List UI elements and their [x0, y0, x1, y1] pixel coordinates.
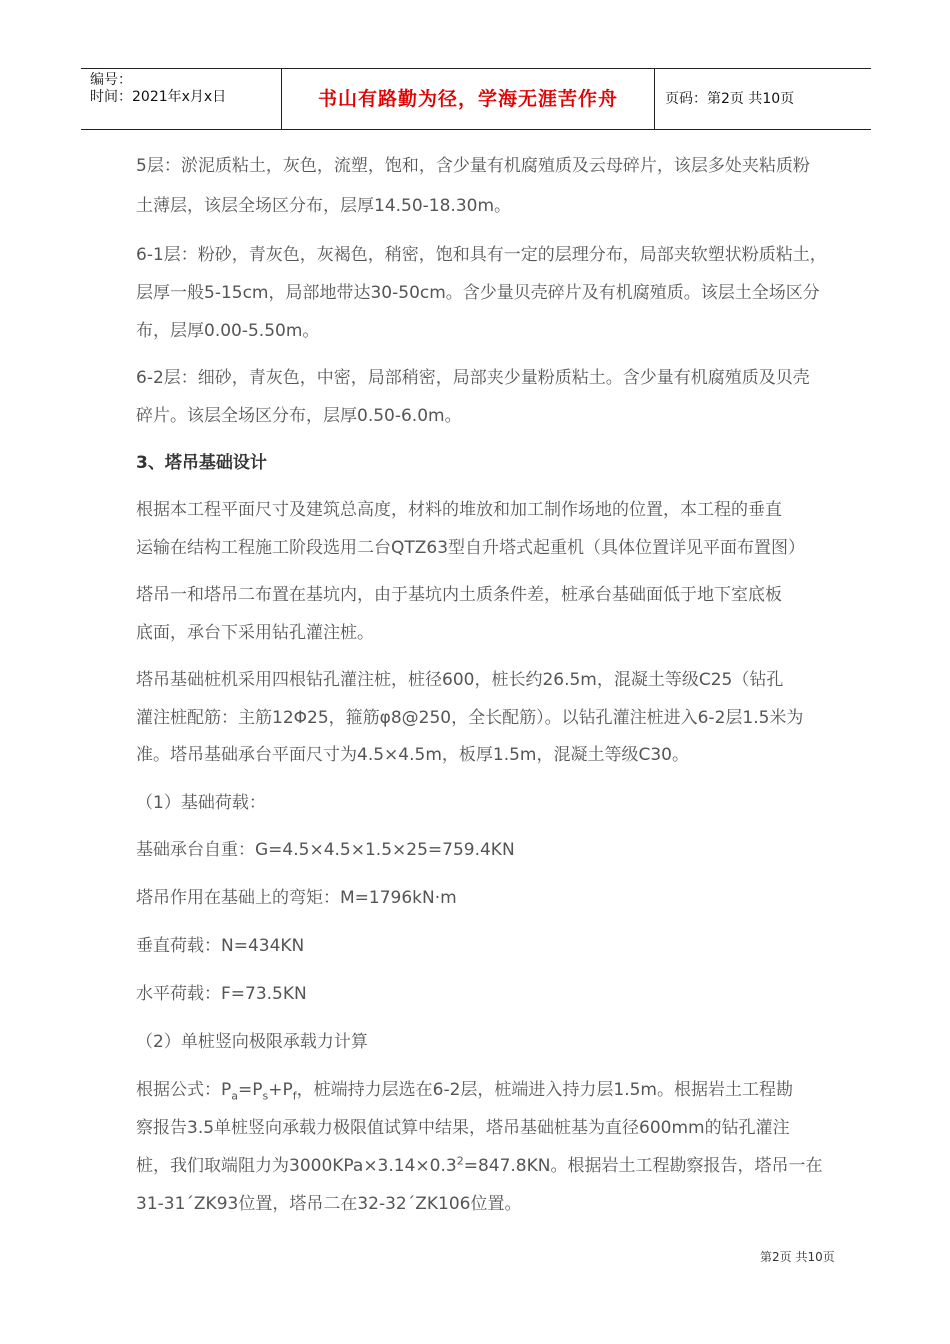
- paragraph-text: 桩，我们取端阻力为3000KPa×3.14×0.3: [136, 1156, 457, 1176]
- paragraph-line: 准。塔吊基础承台平面尺寸为4.5×4.5m，板厚1.5m，混凝土等级C30。: [136, 745, 689, 765]
- header-page-number: 页码：第2页 共10页: [665, 91, 795, 107]
- time-label: 时间：2021年x月x日: [90, 89, 227, 105]
- paragraph-line: 底面，承台下采用钻孔灌注桩。: [136, 623, 374, 643]
- paragraph-line: 塔吊基础桩机采用四根钻孔灌注桩，桩径600，桩长约26.5m，混凝土等级C25（钻孔: [136, 670, 784, 690]
- paragraph-text: =847.8KN。根据岩土工程勘察报告，塔吊一在: [463, 1156, 823, 1176]
- paragraph-line: 塔吊一和塔吊二布置在基坑内，由于基坑内土质条件差，桩承台基础面低于地下室底板: [136, 585, 782, 605]
- code-label: 编号：: [90, 72, 132, 88]
- section-heading: 3、塔吊基础设计: [136, 453, 267, 473]
- paragraph-text: ，桩端持力层选在6-2层，桩端进入持力层1.5m。根据岩土工程勘: [296, 1080, 793, 1100]
- paragraph-line: 土薄层，该层全场区分布，层厚14.50-18.30m。: [136, 196, 512, 216]
- paragraph-line: [136, 1147, 858, 1185]
- header-page-cell: [655, 69, 871, 129]
- formula-line: 塔吊作用在基础上的弯矩：M=1796kN·m: [136, 888, 457, 908]
- header-motto: 书山有路勤为径，学海无涯苦作舟: [317, 88, 618, 110]
- formula-line: 垂直荷载：N=434KN: [136, 936, 305, 956]
- formula-line: 基础承台自重：G=4.5×4.5×1.5×25=759.4KN: [136, 840, 515, 860]
- formula-text: =P: [238, 1080, 263, 1100]
- paragraph-line: 布，层厚0.00-5.50m。: [136, 321, 320, 341]
- paragraph-line: 根据本工程平面尺寸及建筑总高度，材料的堆放和加工制作场地的位置，本工程的垂直: [136, 500, 782, 520]
- subscript: f: [292, 1089, 297, 1103]
- paragraph-line: 灌注桩配筋：主筋12Φ25，箍筋φ8@250，全长配筋）。以钻孔灌注桩进入6-2层1.5米为: [136, 708, 804, 728]
- page-footer: 第2页 共10页: [760, 1250, 835, 1264]
- paragraph-line: 层厚一般5-15cm，局部地带达30-50cm。含少量贝壳碎片及有机腐殖质。该层土全场区分: [136, 283, 820, 303]
- formula-text: +P: [268, 1080, 293, 1100]
- subscript: s: [262, 1089, 269, 1103]
- header-motto-cell: [282, 69, 655, 129]
- subsection-heading: （1）基础荷载：: [136, 793, 266, 813]
- paragraph-line: 5层：淤泥质粘土，灰色，流塑，饱和，含少量有机腐殖质及云母碎片，该层多处夹粘质粉: [136, 156, 810, 176]
- paragraph-line: 察报告3.5单桩竖向承载力极限值试算中结果，塔吊基础桩基为直径600mm的钻孔灌注: [136, 1118, 790, 1138]
- paragraph-line: 6-1层：粉砂，青灰色，灰褐色，稍密，饱和具有一定的层理分布，局部夹软塑状粉质粘土，: [136, 245, 827, 265]
- superscript: 2: [456, 1154, 464, 1168]
- paragraph-line: 6-2层：细砂，青灰色，中密，局部稍密，局部夹少量粉质粘土。含少量有机腐殖质及贝壳: [136, 368, 810, 388]
- subscript: a: [231, 1089, 239, 1103]
- paragraph-line: 碎片。该层全场区分布，层厚0.50-6.0m。: [136, 406, 462, 426]
- page-header: [81, 68, 871, 130]
- paragraph-line: 31-31´ZK93位置，塔吊二在32-32´ZK106位置。: [136, 1194, 522, 1214]
- formula-text: 根据公式：P: [136, 1080, 232, 1100]
- formula-line: 水平荷载：F=73.5KN: [136, 984, 307, 1004]
- subsection-heading: （2）单桩竖向极限承载力计算: [136, 1032, 368, 1052]
- paragraph-line: 运输在结构工程施工阶段选用二台QTZ63型自升塔式起重机（具体位置详见平面布置图）: [136, 538, 806, 558]
- paragraph-line: [136, 1071, 858, 1109]
- header-info-cell: [81, 69, 282, 129]
